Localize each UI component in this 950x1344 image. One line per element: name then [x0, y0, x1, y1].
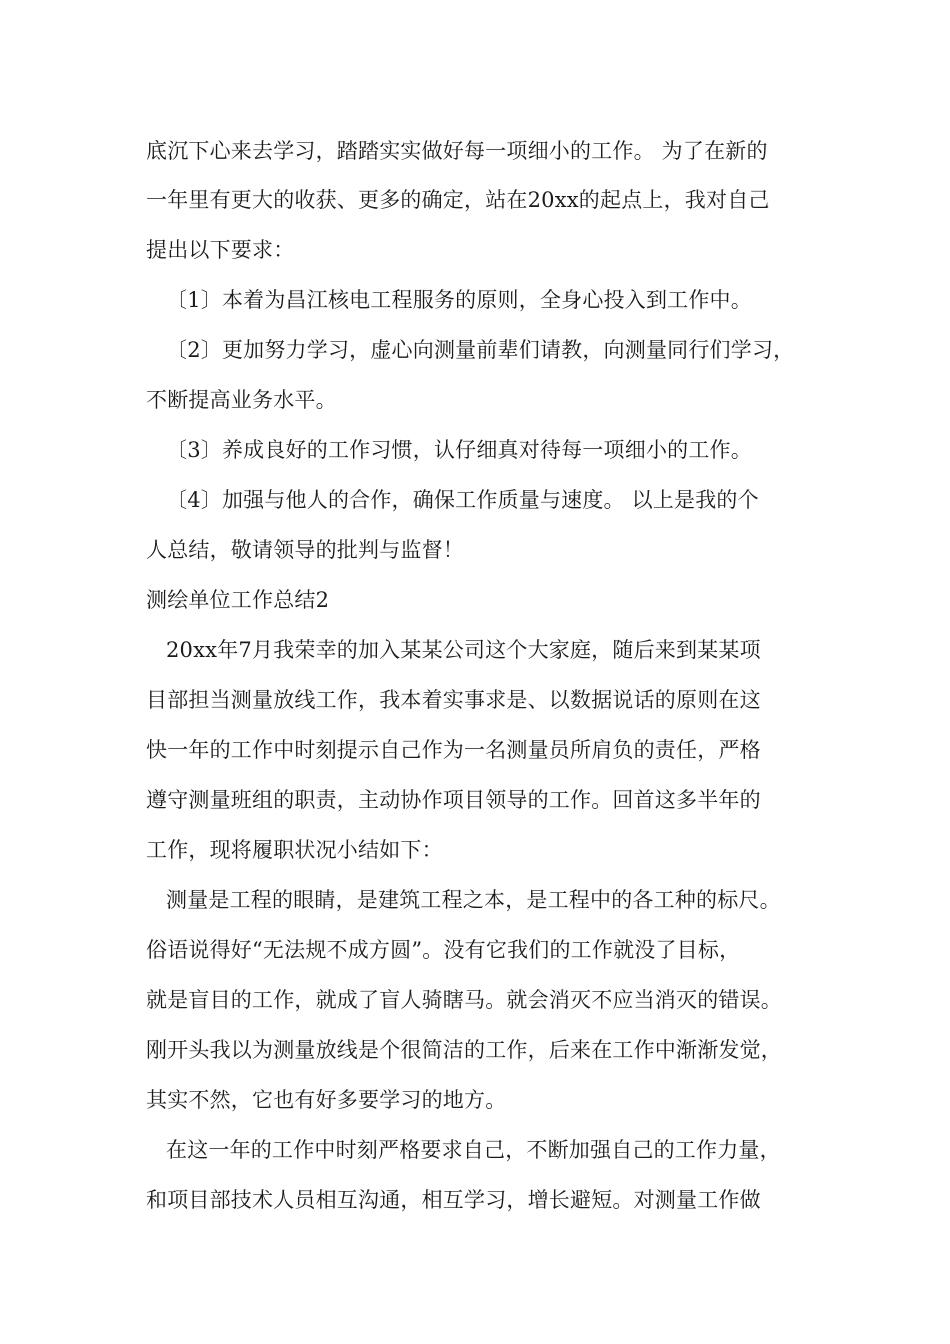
- text-line: 人总结，敬请领导的批判与监督！: [146, 538, 464, 562]
- list-item: 〔3〕养成良好的工作习惯，认仔细真对待每一项细小的工作。: [166, 438, 752, 462]
- text-line: 目部担当测量放线工作，我本着实事求是、以数据说话的原则在这: [146, 688, 761, 712]
- text-line: 其实不然，它也有好多要学习的地方。: [146, 1088, 507, 1112]
- text-line: 就是盲目的工作，就成了盲人骑瞎马。就会消灭不应当消灭的错误。: [146, 988, 782, 1012]
- text-line: 在这一年的工作中时刻严格要求自己，不断加强自己的工作力量，: [166, 1138, 781, 1162]
- text-line: 刚开头我以为测量放线是个很简洁的工作，后来在工作中渐渐发觉，: [146, 1038, 782, 1062]
- text-line: 遵守测量班组的职责，主动协作项目领导的工作。回首这多半年的: [146, 788, 761, 812]
- text-line: 和项目部技术人员相互沟通，相互学习，增长避短。对测量工作做: [146, 1188, 761, 1212]
- text-line: 一年里有更大的收获、更多的确定，站在20xx的起点上，我对自己: [146, 188, 770, 212]
- text-line: 工作，现将履职状况小结如下：: [146, 838, 443, 862]
- list-item: 〔2〕更加努力学习，虚心向测量前辈们请教，向测量同行们学习，: [166, 338, 795, 362]
- list-item: 〔4〕加强与他人的合作，确保工作质量与速度。 以上是我的个: [166, 488, 759, 512]
- text-line: 俗语说得好“无法规不成方圆”。没有它我们的工作就没了目标，: [146, 938, 741, 962]
- text-line: 提出以下要求：: [146, 238, 295, 262]
- text-line: 不断提高业务水平。: [146, 388, 337, 412]
- text-line: 测量是工程的眼睛，是建筑工程之本，是工程中的各工种的标尺。: [166, 888, 781, 912]
- text-line: 底沉下心来去学习，踏踏实实做好每一项细小的工作。 为了在新的: [146, 139, 768, 163]
- text-line: 快一年的工作中时刻提示自己作为一名测量员所肩负的责任，严格: [146, 738, 761, 762]
- text-line: 20xx年7月我荣幸的加入某某公司这个大家庭，随后来到某某项: [166, 638, 761, 662]
- list-item: 〔1〕本着为昌江核电工程服务的原则，全身心投入到工作中。: [166, 288, 752, 312]
- section-heading: 测绘单位工作总结2: [146, 588, 330, 612]
